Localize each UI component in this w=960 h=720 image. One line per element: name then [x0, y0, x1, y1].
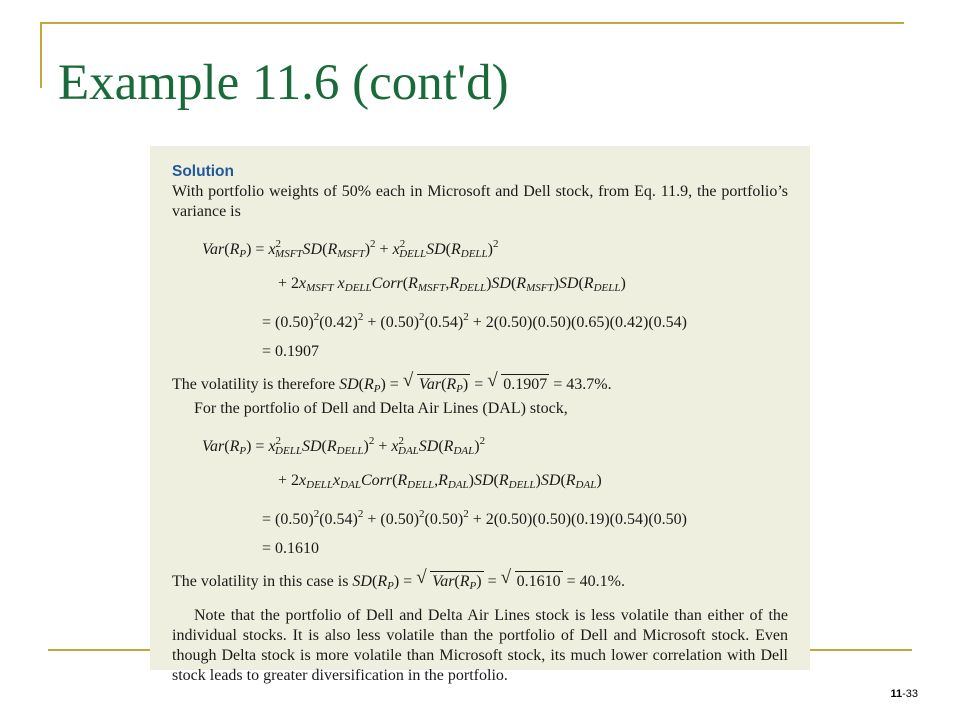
eq1-line4: = 0.1907 [262, 343, 320, 360]
solution-heading: Solution [172, 163, 234, 180]
eq1-line2: + $2x_{MSFT}$ $x_{DELL}Corr(R_{MSFT},R_{DELL})SD(R_{MSFT})SD(R_{DELL})$ [278, 275, 626, 294]
dal-intro: For the portfolio of Dell and Delta Air Lines (DAL) stock, [194, 400, 568, 417]
equation-msft-dell [172, 230, 788, 366]
left-rule [40, 22, 42, 88]
page-number: 11-33 [890, 688, 918, 700]
volatility-msft-dell: The volatility is therefore $SD(R_P)$ = √ $Var(R_P)$ = √ 0.1907 = 43.7%. [172, 374, 788, 399]
volatility-dell-dal: The volatility in this case is $SD(R_P)$ = √ $Var(R_P)$ = √ 0.1610 = 40.1%. [172, 571, 788, 596]
eq2-line1: $Var(R_P) = x^2_{DELL}SD(R_{DELL})^2 + x^2_{DAL}SD(R_{DAL})^2$ [202, 435, 486, 457]
bottom-rule-left [48, 649, 150, 651]
solution-panel [150, 146, 810, 684]
eq2-line2: + $2x_{DELL}x_{DAL}Corr(R_{DELL},R_{DAL})SD(R_{DELL})SD(R_{DAL})$ [278, 472, 602, 491]
eq1-line1: $Var(R_P) = x^2_{MSFT}SD(R_{MSFT})^2 + x^2_{DELL}SD(R_{DELL})^2$ [202, 238, 499, 260]
solution-intro: With portfolio weights of 50% each in Microsoft and Dell stock, from Eq. 11.9, the portfolio’s variance is [172, 183, 788, 220]
bottom-rule-right [810, 649, 912, 651]
eq2-line3: = $(0.50)^2(0.54)^2 + (0.50)^2(0.50)^2 + 2(0.50)(0.50)(0.19)(0.54)(0.50)$ [262, 508, 687, 528]
eq2-line4: = 0.1610 [262, 540, 320, 557]
slide-title: Example 11.6 (cont'd) [58, 55, 509, 111]
note-paragraph: Note that the portfolio of Dell and Delta Air Lines stock is less volatile than either of the individual stocks. It is also less volatile than the portfolio of Dell and Microsoft stock. Even though Delta stock is more volatile than Microsoft stock, its much lower correlation with Dell stock leads to greater diversification in the portfolio. [172, 607, 788, 684]
equation-dell-dal [172, 427, 788, 563]
top-rule [40, 22, 904, 24]
eq1-line3: = $(0.50)^2(0.42)^2 + (0.50)^2(0.54)^2 + 2(0.50)(0.50)(0.65)(0.42)(0.54)$ [262, 311, 687, 331]
